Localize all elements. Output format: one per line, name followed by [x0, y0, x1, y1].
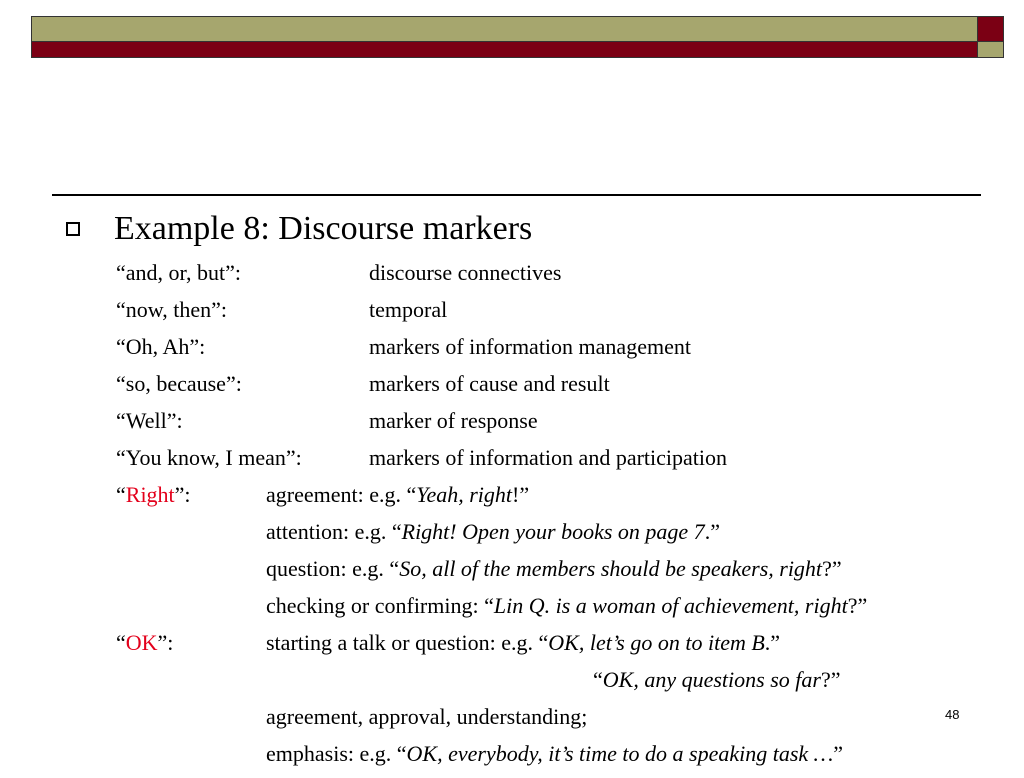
marker-meaning: marker of response [369, 408, 538, 433]
marker-term: “You know, I mean”: [116, 445, 302, 470]
example-text: So, all of the members should be speakers, right [399, 556, 823, 581]
title-divider [52, 194, 981, 196]
marker-term: “now, then”: [116, 297, 227, 322]
header-bar-olive [31, 16, 977, 42]
example-text: Lin Q. is a woman of achievement, right [493, 593, 848, 618]
usage-text: agreement: e.g. “Yeah, right!” [266, 482, 530, 507]
hollow-square-bullet-icon [66, 222, 80, 236]
usage-text: “OK, any questions so far?” [593, 667, 841, 692]
marker-term: “Oh, Ah”: [116, 334, 206, 359]
header-square-olive [977, 42, 1004, 58]
marker-meaning: discourse connectives [369, 260, 562, 285]
example-text: Yeah, right [416, 482, 513, 507]
slide-heading: Example 8: Discourse markers [114, 210, 533, 247]
marker-term: “so, because”: [116, 371, 242, 396]
open-quote: “ [116, 482, 126, 507]
marker-meaning: temporal [369, 297, 448, 322]
example-text: OK, everybody, it’s time to do a speaking task … [406, 741, 834, 766]
right-term [116, 482, 191, 508]
marker-meaning: markers of information and participation [369, 445, 727, 470]
header-bar-red [31, 42, 977, 58]
page-number: 48 [945, 707, 960, 722]
example-text: OK, let’s go on to item B [548, 630, 765, 655]
open-quote: “ [116, 630, 126, 655]
ok-keyword: OK [125, 630, 158, 655]
usage-text: attention: e.g. “Right! Open your books on page 7.” [266, 519, 720, 544]
marker-meaning: markers of cause and result [369, 371, 610, 396]
header-square-red [977, 16, 1004, 42]
marker-meaning: markers of information management [369, 334, 691, 359]
usage-text: starting a talk or question: e.g. “OK, let’s go on to item B.” [266, 630, 781, 655]
marker-term: “and, or, but”: [116, 260, 241, 285]
usage-text: emphasis: e.g. “OK, everybody, it’s time to do a speaking task …” [266, 741, 843, 766]
right-keyword: Right [125, 482, 175, 507]
usage-text: agreement, approval, understanding; [266, 704, 588, 729]
usage-text: checking or confirming: “Lin Q. is a woman of achievement, right?” [266, 593, 868, 618]
marker-term: “Well”: [116, 408, 183, 433]
close-quote: ”: [157, 630, 174, 655]
close-quote: ”: [174, 482, 191, 507]
example-text: Right! Open your books on page 7 [401, 519, 705, 544]
usage-text: question: e.g. “So, all of the members should be speakers, right?” [266, 556, 842, 581]
ok-term [116, 630, 173, 656]
example-text: OK, any questions so far [602, 667, 821, 692]
